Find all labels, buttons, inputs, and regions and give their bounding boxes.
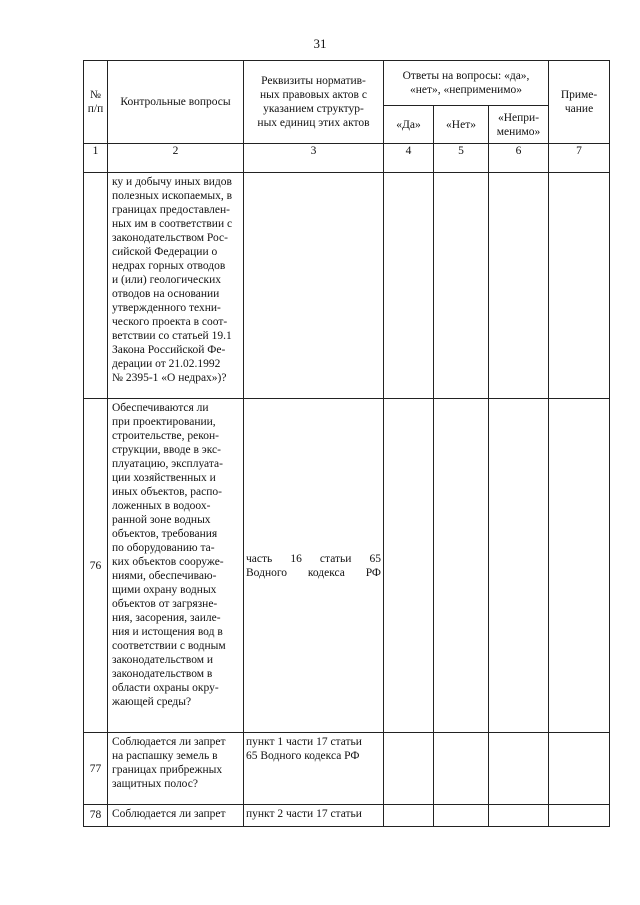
page-number: 31 bbox=[313, 36, 327, 51]
answer-yes-cell[interactable] bbox=[384, 805, 434, 827]
column-number: 7 bbox=[549, 144, 610, 173]
answer-yes-cell[interactable] bbox=[384, 733, 434, 805]
table-row bbox=[84, 805, 610, 827]
header-questions bbox=[108, 61, 244, 144]
header-no bbox=[434, 106, 489, 144]
row-number bbox=[84, 173, 108, 399]
answer-no-cell[interactable] bbox=[434, 399, 489, 733]
question-cell: Соблюдается ли запрет на распашку земель в границах прибрежных защитных полос? bbox=[108, 733, 244, 805]
table-row bbox=[84, 173, 610, 399]
answer-na-cell[interactable] bbox=[489, 805, 549, 827]
column-number: 1 bbox=[84, 144, 108, 173]
header-yes bbox=[384, 106, 434, 144]
answer-na-cell[interactable] bbox=[489, 173, 549, 399]
column-number: 5 bbox=[434, 144, 489, 173]
answer-no-cell[interactable] bbox=[434, 805, 489, 827]
requisites-cell bbox=[244, 173, 384, 399]
requisites-cell: часть 16 статьи 65 Водного кодекса РФ bbox=[244, 399, 384, 733]
note-cell[interactable] bbox=[549, 733, 610, 805]
note-cell[interactable] bbox=[549, 173, 610, 399]
header-note-label: Приме- чание bbox=[560, 89, 598, 115]
header-note bbox=[549, 61, 610, 144]
question-cell: Соблюдается ли запрет bbox=[108, 805, 244, 827]
question-cell: Обеспечиваются ли при проектировании, строительстве, рекон- струкции, вводе в экс- плуатацию, эксплуата- ции хозяйственных и иных объектов, распо- ложенных в водоох- ранной зоне водных объектов, требования по оборудованию та- ких объектов сооруже- ниями, обеспечиваю- щими охрану водных объектов от загрязне- ния, засорения, заиле- ния и истощения вод в соответствии с водным законодательством и законодательством в области охраны окру- жающей среды? bbox=[108, 399, 244, 733]
checklist-table bbox=[83, 60, 610, 827]
row-number: 78 bbox=[84, 805, 108, 827]
requisites-cell: пункт 2 части 17 статьи bbox=[244, 805, 384, 827]
header-answers-label: Ответы на вопросы: «да», «нет», «неприменимо» bbox=[402, 70, 530, 96]
answer-yes-cell[interactable] bbox=[384, 399, 434, 733]
note-cell[interactable] bbox=[549, 399, 610, 733]
table-row bbox=[84, 399, 610, 733]
header-answers bbox=[384, 61, 549, 106]
header-na-label: «Непри- менимо» bbox=[496, 111, 541, 138]
header-questions-label: Контрольные вопросы bbox=[120, 96, 231, 108]
question-cell: ку и добычу иных видов полезных ископаемых, в границах предоставлен- ных им в соответствии с законодательством Рос- сийской Федерации о недрах горных отводов и (или) геологических отводов на основании утвержденного техни- ческого проекта в соот- ветствии со статьей 19.1 Закона Российской Фе- дерации от 21.02.1992 № 2395-1 «О недрах»)? bbox=[108, 173, 244, 399]
answer-no-cell[interactable] bbox=[434, 173, 489, 399]
row-number: 77 bbox=[84, 733, 108, 805]
column-numbers-row bbox=[84, 144, 610, 173]
header-no-label: «Нет» bbox=[446, 118, 476, 131]
table-row bbox=[84, 733, 610, 805]
header-requisites bbox=[244, 61, 384, 144]
header-na bbox=[489, 106, 549, 144]
answer-na-cell[interactable] bbox=[489, 733, 549, 805]
column-number: 3 bbox=[244, 144, 384, 173]
requisites-cell: пункт 1 части 17 статьи 65 Водного кодекса РФ bbox=[244, 733, 384, 805]
header-row-top bbox=[84, 61, 610, 106]
answer-yes-cell[interactable] bbox=[384, 173, 434, 399]
header-yes-label: «Да» bbox=[396, 118, 421, 131]
column-number: 6 bbox=[489, 144, 549, 173]
column-number: 4 bbox=[384, 144, 434, 173]
answer-na-cell[interactable] bbox=[489, 399, 549, 733]
answer-no-cell[interactable] bbox=[434, 733, 489, 805]
header-num bbox=[84, 61, 108, 144]
note-cell[interactable] bbox=[549, 805, 610, 827]
row-number: 76 bbox=[84, 399, 108, 733]
header-requisites-label: Реквизиты норматив- ных правовых актов с указанием структур- ных единиц этих актов bbox=[257, 75, 370, 129]
header-num-label: № п/п bbox=[87, 89, 104, 115]
column-number: 2 bbox=[108, 144, 244, 173]
